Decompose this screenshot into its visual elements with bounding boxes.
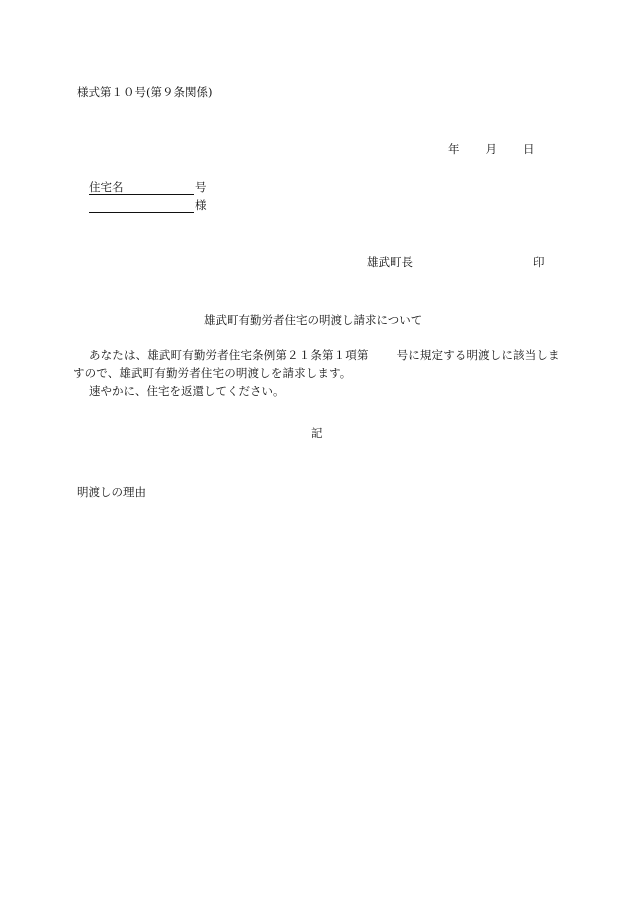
ki-heading: 記 xyxy=(311,426,323,440)
document-subject: 雄武町有勤労者住宅の明渡し請求について xyxy=(204,313,423,327)
body-paragraph-1-after: 号に規定する明渡しに該当しますので、雄武町有勤労者住宅の明渡しを請求します。 xyxy=(73,348,560,380)
date-year-label: 年 xyxy=(448,142,460,156)
date-day-label: 日 xyxy=(523,142,535,156)
reason-label: 明渡しの理由 xyxy=(77,485,146,499)
addressee-honorific: 様 xyxy=(195,198,207,212)
addressee-name-line xyxy=(89,197,208,213)
housing-name-label: 住宅名 xyxy=(89,180,124,194)
issuer-title: 雄武町長 xyxy=(367,255,413,269)
body-paragraph-1-before: あなたは、雄武町有勤労者住宅条例第２１条第１項第 xyxy=(89,348,369,362)
body-paragraph-1 xyxy=(73,346,563,382)
date-line xyxy=(448,141,535,157)
addressee-name-underline xyxy=(89,197,194,213)
body-text xyxy=(73,346,563,400)
addressee-housing-line xyxy=(89,179,208,195)
seal-mark: 印 xyxy=(533,255,545,269)
date-month-label: 月 xyxy=(485,142,497,156)
body-paragraph-2: 速やかに、住宅を返還してください。 xyxy=(89,384,285,398)
housing-number-suffix: 号 xyxy=(195,180,207,194)
housing-name-underline xyxy=(89,179,194,195)
form-number: 様式第１０号(第９条関係) xyxy=(77,85,213,99)
